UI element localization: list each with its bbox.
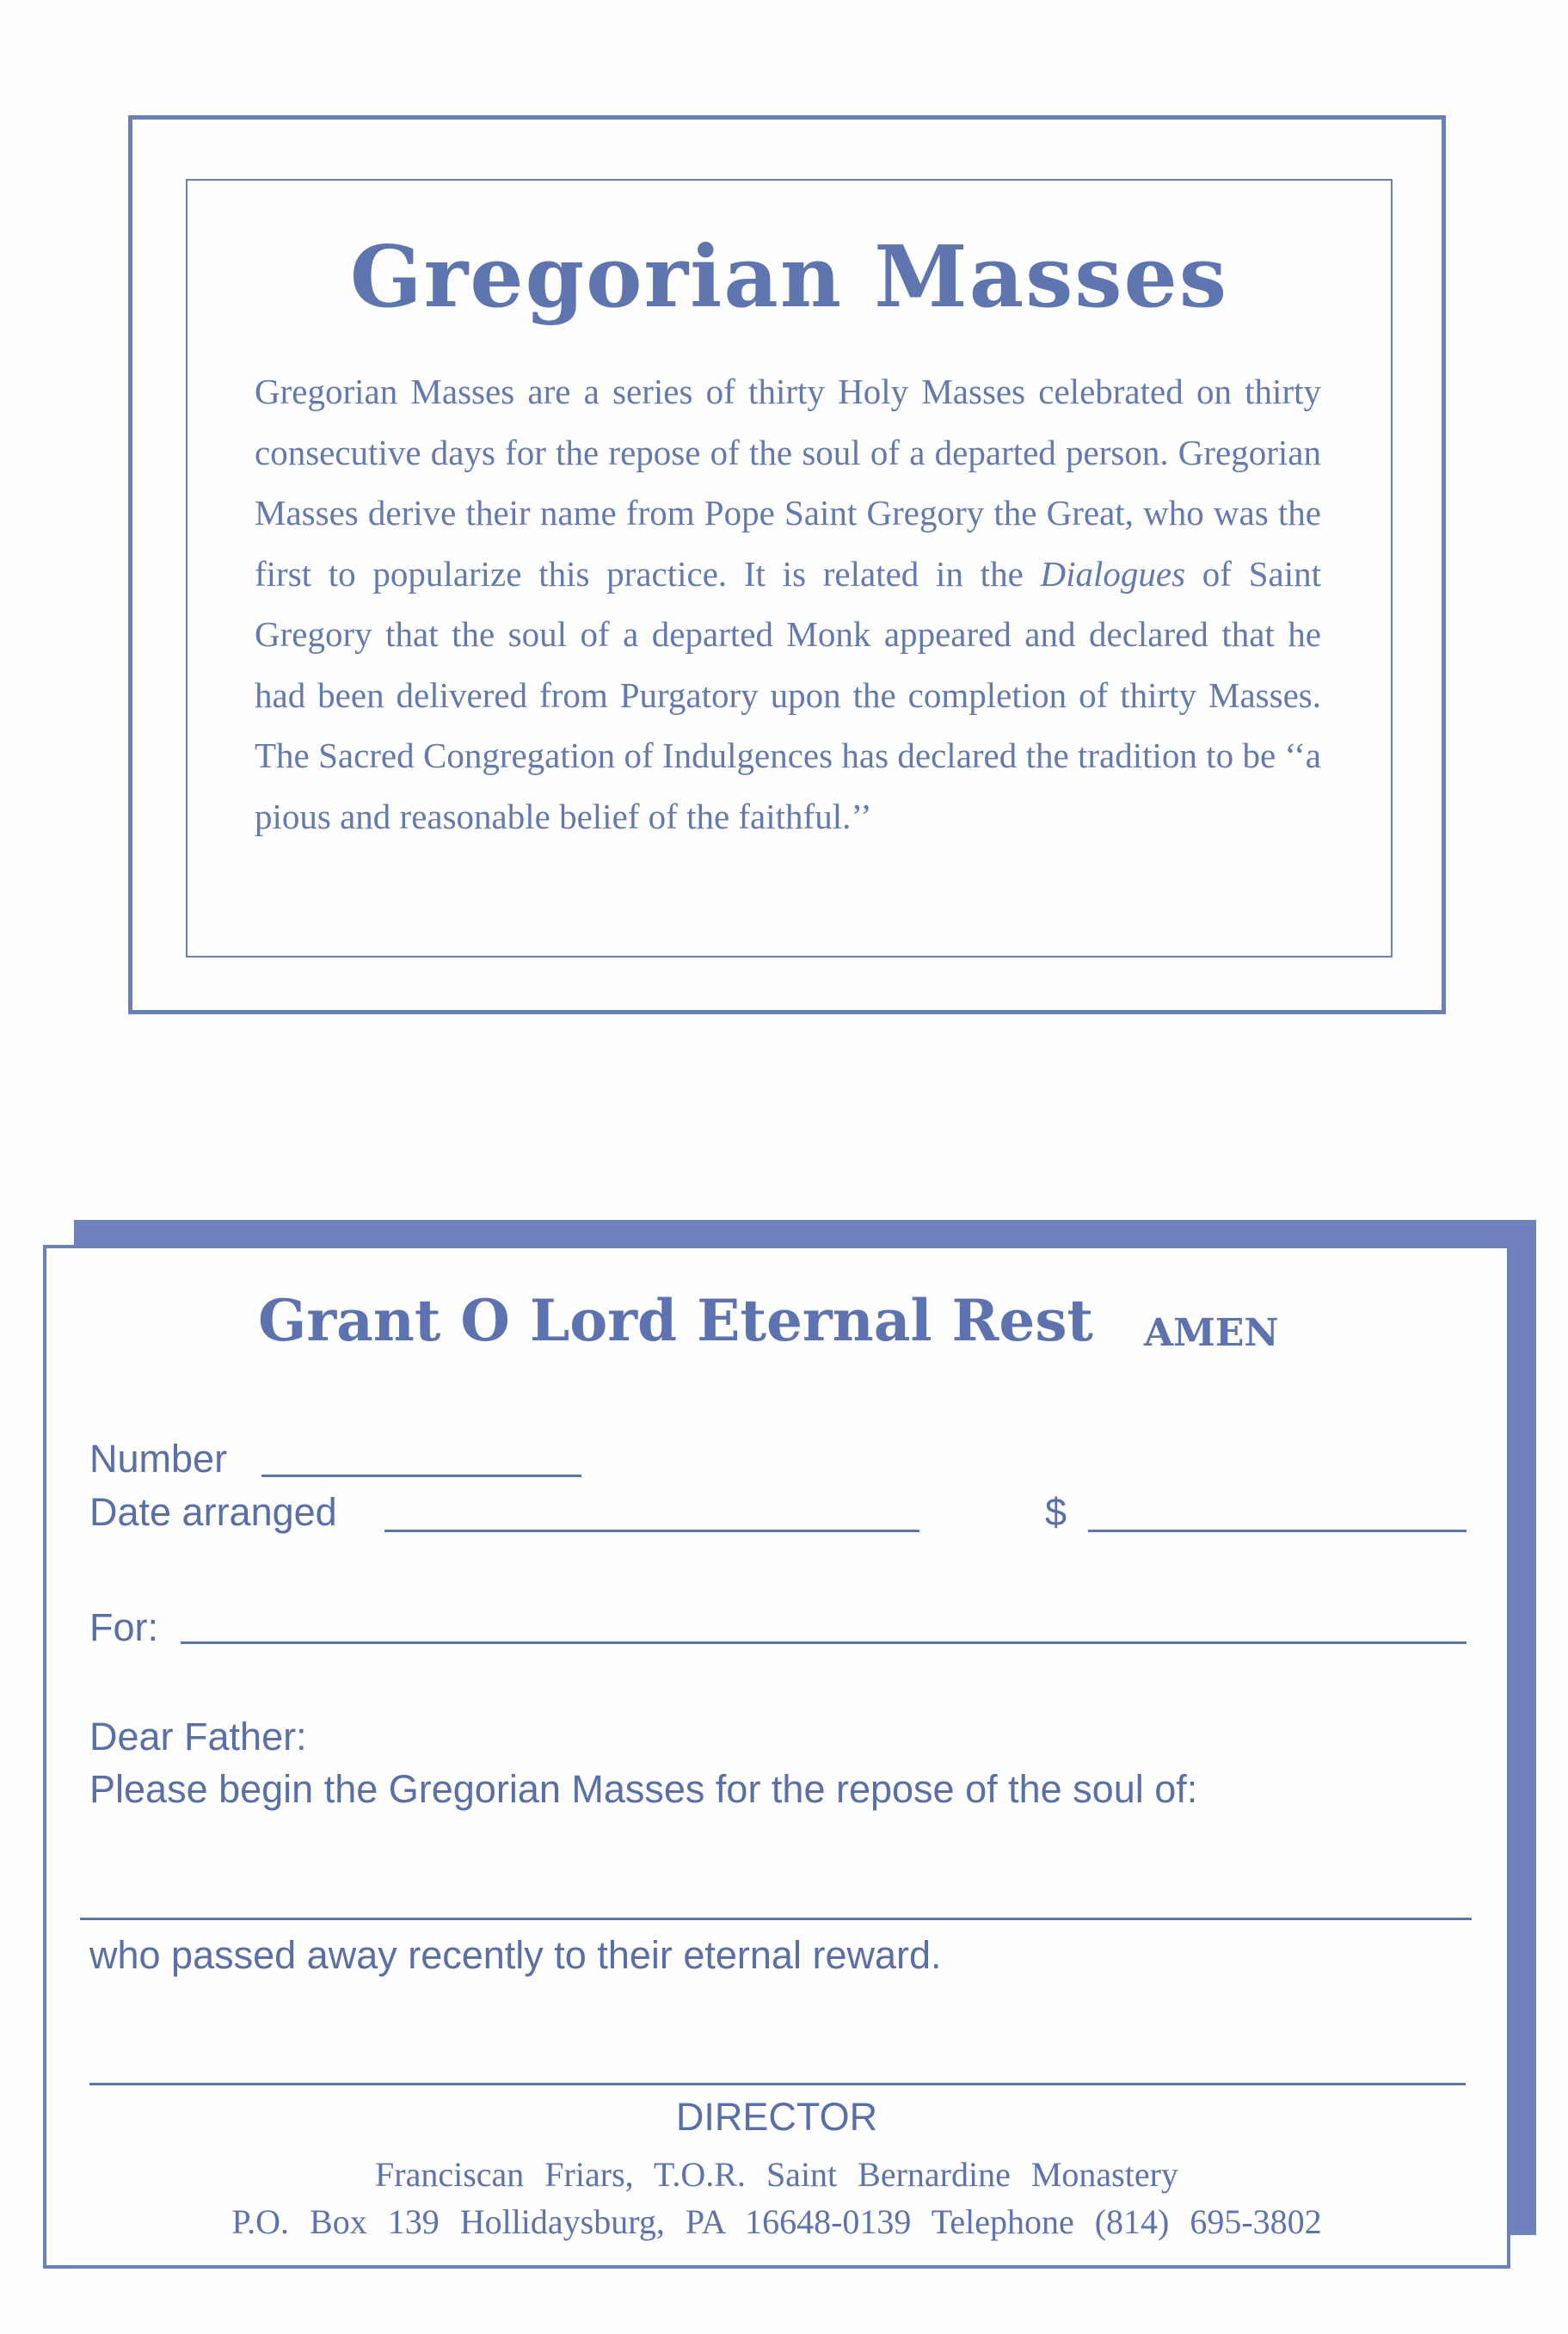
amen-label: AMEN (1144, 1311, 1279, 1355)
passed-away-text: who passed away recently to their eternal reward. (89, 1933, 942, 1977)
signature-line[interactable] (89, 2083, 1466, 2085)
dollar-label: $ (1045, 1490, 1067, 1534)
description-part-1: Gregorian Masses are a series of thirty Holy Masses celebrated on thirty consecutive days for the repose of the soul of a departed person. Gregorian Masses derive their name from Pope Saint Gregory the Great, who was the first to popularize this practice. It is related in the (255, 372, 1321, 594)
dear-father-salutation: Dear Father: (89, 1715, 307, 1758)
dialogues-italic: Dialogues (1040, 553, 1186, 594)
for-field-line[interactable] (181, 1641, 1467, 1644)
gregorian-masses-title: Gregorian Masses (349, 228, 1229, 327)
number-label: Number (89, 1437, 228, 1481)
request-text: Please begin the Gregorian Masses for the repose of the soul of: (89, 1767, 1198, 1811)
date-arranged-label: Date arranged (89, 1490, 337, 1534)
amount-field-line[interactable] (1088, 1530, 1467, 1532)
director-label: DIRECTOR (675, 2095, 878, 2139)
date-arranged-field-line[interactable] (384, 1530, 919, 1532)
deceased-name-field-line[interactable] (80, 1918, 1472, 1920)
footer-address: P.O. Box 139 Hollidaysburg, PA 16648-0139 Telephone (814) 695-3802 (231, 2202, 1322, 2241)
description-part-2: of Saint Gregory that the soul of a departed Monk appeared and declared that he had been delivered from Purgatory upon the completion of thirty Masses. The Sacred Congregation of Indulgences has declared the tradition to be ‘‘a pious and reasonable belief of the faithful.’’ (255, 553, 1321, 836)
footer-organization: Franciscan Friars, T.O.R. Saint Bernardine Monastery (375, 2155, 1178, 2194)
grant-o-lord-title: Grant O Lord Eternal Rest (258, 1287, 1093, 1354)
gregorian-masses-description (255, 361, 1321, 847)
for-label: For: (89, 1605, 159, 1649)
number-field-line[interactable] (261, 1475, 581, 1477)
